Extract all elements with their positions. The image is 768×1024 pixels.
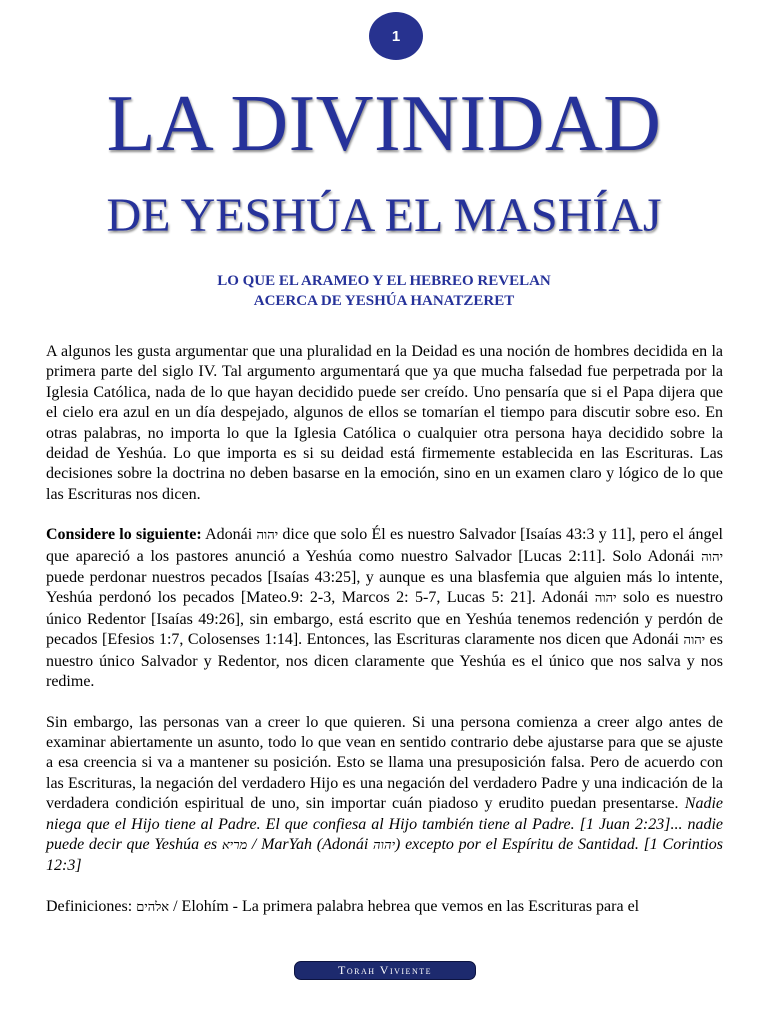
paragraph-2-text: es nuestro único Salvador y Redentor, nos dicen claramente que Yeshúa es el único que nos salva y nos redime. bbox=[46, 631, 724, 691]
quote-text: / MarYah (Adonái bbox=[247, 835, 374, 853]
hebrew-elohim: אלהים bbox=[136, 899, 170, 915]
torah-viviente-logo: Torah Viviente bbox=[294, 961, 476, 980]
paragraph-2-text: dice que solo Él es nuestro Salvador [Isaías 43:3 y 11], pero el ángel que apareció a los pastores anunció a Yeshúa como nuestro Salvador [Lucas 2:11]. Solo Adonái bbox=[46, 526, 724, 565]
paragraph-3 bbox=[46, 713, 723, 877]
tagline bbox=[0, 271, 768, 311]
hebrew-yhwh: יהוה bbox=[701, 549, 723, 565]
paragraph-3-text: Sin embargo, las personas van a creer lo que quieren. Si una persona comienza a creer algo antes de examinar abiertamente un asunto, todo lo que vean en sentido contrario debe ajustarse para que se ajuste a esa creencia si va a mantener su posición. Esto se llama una presuposición falsa. Pero de acuerdo con las Escrituras, la negación del verdadero Hijo es una negación del verdadero Padre y una indicación de la verdadera condición espiritual de uno, sin importar cuán piadoso y erudito puedan presentarse. bbox=[46, 713, 723, 813]
paragraph-2-lead: Considere lo siguiente: bbox=[46, 526, 202, 544]
body-text bbox=[46, 342, 723, 938]
paragraph-2-text: Adonái bbox=[201, 526, 257, 544]
quote-text: ) excepto por el Espíritu de Santidad. [1 Corintios 12:3] bbox=[46, 835, 723, 875]
tagline-line-1: LO QUE EL ARAMEO Y EL HEBREO REVELAN bbox=[217, 273, 551, 289]
paragraph-2-text: solo es nuestro único Redentor [Isaías 49:26], sin embargo, está escrito que en Yeshúa tenemos redención y perdón de pecados [Efesios 1:7, Colosenses 1:14]. Entonces, las Escrituras claramente nos dicen que Adonái bbox=[46, 589, 723, 649]
main-subtitle: DE YESHÚA EL MASHÍAJ bbox=[106, 189, 662, 242]
hebrew-yhwh: יהוה bbox=[256, 528, 279, 544]
paragraph-2 bbox=[46, 525, 723, 692]
paragraph-4-text: / Elohím - La primera palabra hebrea que vemos en las Escrituras para el bbox=[169, 897, 640, 915]
hebrew-yhwh: יהוה bbox=[683, 633, 706, 649]
tagline-line-2: ACERCA DE YESHÚA HANATZERET bbox=[253, 293, 515, 309]
hebrew-mrya: מריא bbox=[221, 837, 248, 853]
quote-text: Nadie niega que el Hijo tiene al Padre. El que confiesa al Hijo también tiene al Padre. [1 Juan 2:23]... nadie puede decir que Yeshúa es bbox=[46, 795, 723, 853]
hebrew-yhwh: יהוה bbox=[373, 837, 396, 853]
paragraph-1: A algunos les gusta argumentar que una pluralidad en la Deidad es una noción de hombres decidida en la primera parte del siglo IV. Tal argumento argumentará que ya que mucha falsedad fue perpetrada por la Iglesia Católica, nada de lo que hayan decidido puede ser creído. Uno pensaría que si el Papa dijera que el cielo era azul en un día despejado, algunos de ellos se tomarían el tiempo para discutir sobre eso. En otras palabras, no importa lo que la Iglesia Católica o cualquier otra persona haya decidido sobre la deidad de Yeshúa. Lo que importa es si su deidad está firmemente establecida en las Escrituras. Las decisiones sobre la doctrina no deben basarse en la emoción, sino en un examen claro y lógico de lo que las Escrituras nos dicen. bbox=[46, 343, 723, 503]
paragraph-4-text: Definiciones: bbox=[46, 897, 137, 915]
hebrew-yhwh: יהוה bbox=[594, 591, 617, 607]
page-number-badge: 1 bbox=[369, 12, 423, 60]
paragraph-2-text: puede perdonar nuestros pecados [Isaías 43:25], y aunque es una blasfemia que alguien más lo intente, Yeshúa perdonó los pecados [Mateo.9: 2-3, Marcos 2: 5-7, Lucas 5: 21]. Adonái bbox=[46, 569, 723, 607]
paragraph-4 bbox=[46, 897, 723, 918]
main-title: LA DIVINIDAD bbox=[106, 80, 662, 168]
